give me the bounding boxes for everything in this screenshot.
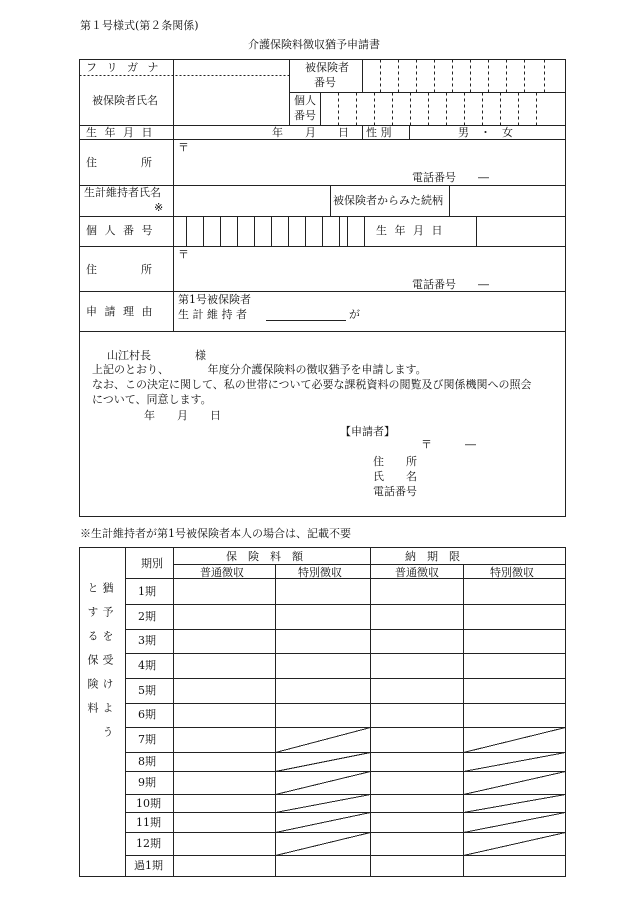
period-row-label: 1期 — [138, 585, 156, 598]
birth-label: 生 年 月 日 — [86, 126, 155, 139]
relationship-label: 被保険者からみた続柄 — [333, 194, 443, 207]
applicant-postal: 〒 ― — [421, 438, 476, 451]
supporter-name-label: 生計維持者氏名 — [84, 186, 161, 199]
supporter-phone-label: 電話番号 ― — [412, 278, 489, 291]
period-row-label: 過1期 — [134, 859, 163, 872]
premium-header: 保 険 料 額 — [226, 550, 303, 563]
form-number: 第１号様式(第２条関係) — [80, 19, 199, 32]
period-row-label: 12期 — [136, 837, 161, 850]
applicant-address-label: 住 所 — [373, 455, 417, 468]
period-row-label: 3期 — [138, 634, 156, 647]
postal-mark: 〒 — [178, 141, 189, 154]
deadline-normal-header: 普通徴収 — [395, 566, 439, 579]
address-label: 住 所 — [86, 156, 152, 169]
period-row-label: 4期 — [138, 659, 156, 672]
phone-label: 電話番号 ― — [412, 171, 489, 184]
supporter-birth-label: 生 年 月 日 — [376, 224, 445, 237]
addressee: 山江村長 様 — [107, 349, 206, 362]
reason-suffix: が — [349, 308, 360, 321]
declaration-line-2: なお、この決定に関して、私の世帯について必要な課税資料の閲覧及び関係機関への照会 — [92, 378, 532, 391]
personal-number-short-2: 番号 — [294, 109, 316, 122]
period-row-label: 10期 — [136, 797, 161, 810]
note-text: ※生計維持者が第1号被保険者本人の場合は、記載不要 — [80, 527, 351, 540]
declaration-date: 年 月 日 — [144, 409, 221, 422]
period-row-label: 6期 — [138, 708, 156, 721]
applicant-name-label: 氏 名 — [373, 470, 417, 483]
note-mark: ※ — [154, 201, 164, 214]
vertical-caption-col2: とする保険料 — [86, 582, 99, 726]
birth-value: 年 月 日 — [272, 126, 349, 139]
personal-number-short-1: 個人 — [294, 94, 316, 107]
document-title: 介護保険料徴収猶予申請書 — [248, 38, 380, 51]
reason-label: 申 請 理 由 — [86, 305, 155, 318]
insured-number-label-2: 番号 — [314, 76, 336, 89]
supporter-postal-mark: 〒 — [178, 248, 189, 261]
special-collection-strikes — [276, 728, 566, 856]
insured-number-label-1: 被保険者 — [305, 61, 349, 74]
vertical-caption-col1: 猶予を受けよう — [101, 582, 114, 750]
period-row-label: 5期 — [138, 684, 156, 697]
sex-value: 男 ・ 女 — [458, 126, 513, 139]
supporter-address-label: 住 所 — [86, 263, 152, 276]
period-row-label: 11期 — [136, 816, 161, 829]
reason-line-1: 第1号被保険者 — [178, 293, 251, 306]
sex-label: 性 別 — [366, 126, 392, 139]
furigana-label: フ リ ガ ナ — [86, 61, 162, 74]
period-row-label: 7期 — [138, 733, 156, 746]
period-row-label: 9期 — [138, 776, 156, 789]
deadline-special-header: 特別徴収 — [490, 566, 534, 579]
premium-special-header: 特別徴収 — [298, 566, 342, 579]
applicant-phone-label: 電話番号 — [373, 485, 417, 498]
premium-normal-header: 普通徴収 — [200, 566, 244, 579]
period-header: 期別 — [141, 557, 163, 570]
reason-line-2: 生 計 維 持 者 — [178, 308, 247, 321]
declaration-line-1: 上記のとおり、 年度分介護保険料の徴収猶予を申請します。 — [92, 363, 427, 376]
declaration-line-3: について、同意します。 — [92, 393, 212, 406]
insured-name-label: 被保険者氏名 — [92, 94, 158, 107]
period-row-label: 2期 — [138, 610, 156, 623]
deadline-header: 納 期 限 — [405, 550, 460, 563]
personal-number-label: 個 人 番 号 — [86, 224, 155, 237]
applicant-heading: 【申請者】 — [340, 425, 395, 438]
period-row-label: 8期 — [138, 755, 156, 768]
